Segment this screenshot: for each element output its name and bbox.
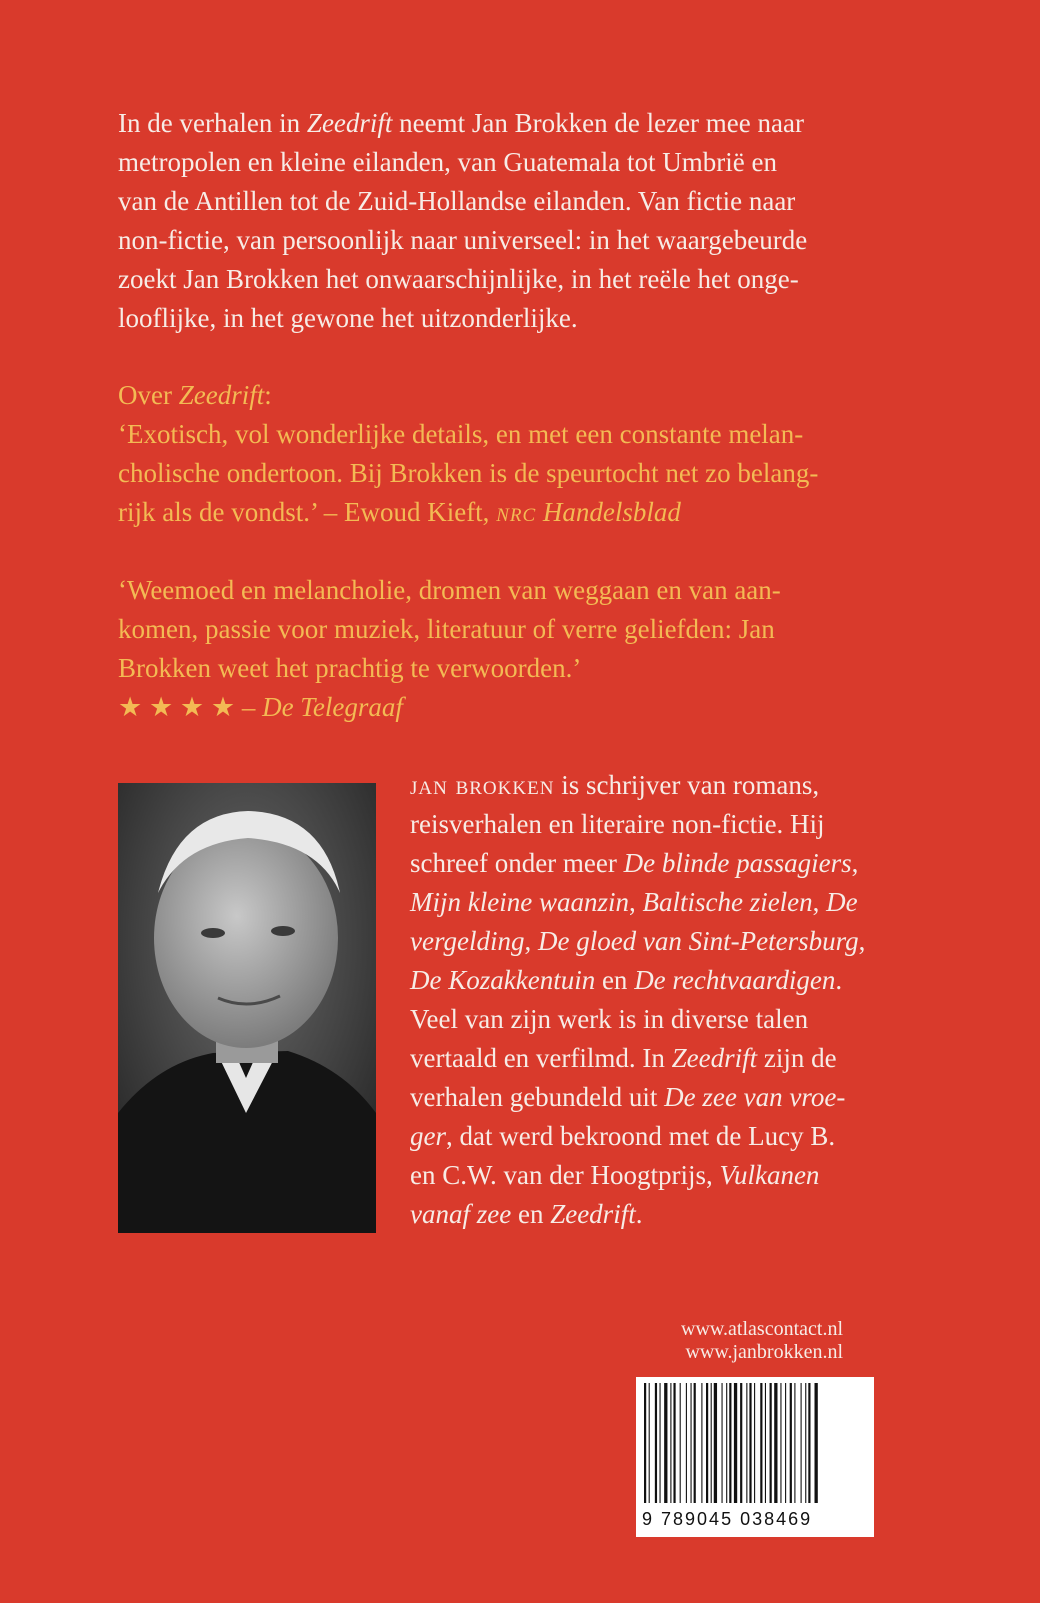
quote-line: komen, passie voor muziek, literatuur of verre geliefden: Jan (118, 614, 775, 644)
barcode-bar (660, 1383, 661, 1503)
bio-line: jan brokken is schrijver van romans, (410, 770, 820, 800)
bio-line: schreef onder meer De blinde passagiers, (410, 848, 859, 878)
source-newspaper: nrc (496, 497, 537, 527)
barcode-bar (749, 1383, 751, 1503)
blurb-line: van de Antillen tot de Zuid-Hollandse eilanden. Van fictie naar (118, 186, 796, 216)
barcode-bar (701, 1383, 702, 1503)
barcode-bar (726, 1383, 727, 1503)
star-rating: ★ ★ ★ ★ – (118, 692, 263, 722)
author-bio (410, 766, 865, 1234)
barcode-bar (680, 1383, 681, 1503)
publisher-url[interactable]: www.atlascontact.nl (681, 1318, 843, 1340)
isbn-number: 9 789045 038469 (642, 1509, 813, 1529)
barcode-bar (754, 1383, 755, 1503)
review-quote-telegraaf (118, 571, 781, 727)
bio-line: Mijn kleine waanzin, Baltische zielen, De (410, 887, 858, 917)
bio-line: vanaf zee en Zeedrift. (410, 1199, 643, 1229)
barcode-bar (808, 1383, 810, 1503)
quote-line: cholische ondertoon. Bij Brokken is de speurtocht net zo belang- (118, 458, 819, 488)
bio-line: verhalen gebundeld uit De zee van vroe- (410, 1082, 846, 1112)
quote-line: ‘Exotisch, vol wonderlijke details, en met een constante melan- (118, 419, 804, 449)
source-newspaper: De Telegraaf (262, 692, 403, 722)
barcode-bar (774, 1383, 777, 1503)
barcode-bar (815, 1383, 818, 1503)
quote-line: rijk als de vondst.’ – Ewoud Kieft, nrc Handelsblad (118, 497, 681, 527)
barcode-bar (740, 1383, 742, 1503)
bio-line: en C.W. van der Hoogtprijs, Vulkanen (410, 1160, 820, 1190)
website-urls (681, 1318, 843, 1364)
barcode-bar (794, 1383, 795, 1503)
blurb-line: In de verhalen in Zeedrift neemt Jan Brokken de lezer mee naar (118, 108, 804, 138)
review-quote-nrc (118, 376, 818, 532)
barcode-bar (706, 1383, 708, 1503)
quote-line: Over Zeedrift: (118, 380, 272, 410)
bio-line: ger, dat werd bekroond met de Lucy B. (410, 1121, 836, 1151)
barcode-bar (805, 1383, 806, 1503)
barcode-bars (644, 1383, 866, 1503)
barcode-bar (722, 1383, 723, 1503)
barcode-bar (785, 1383, 786, 1503)
barcode-bar (649, 1383, 650, 1503)
barcode-bar (765, 1383, 766, 1503)
author-name: jan brokken (410, 770, 555, 800)
bio-line: De Kozakkentuin en De rechtvaardigen. (410, 965, 843, 995)
barcode-bar (711, 1383, 712, 1503)
barcode-bar (780, 1383, 781, 1503)
barcode-bar (673, 1383, 675, 1503)
blurb-line: looflijke, in het gewone het uitzonderlijke. (118, 303, 578, 333)
barcode-bar (686, 1383, 687, 1503)
isbn-barcode (636, 1377, 874, 1537)
bio-line: reisverhalen en literaire non-fictie. Hij (410, 809, 825, 839)
book-title: Zeedrift (306, 108, 393, 138)
author-url[interactable]: www.janbrokken.nl (685, 1341, 843, 1363)
quote-line (118, 688, 781, 727)
cover-blurb (118, 104, 807, 338)
author-photo (118, 783, 376, 1233)
barcode-bar (770, 1383, 772, 1503)
barcode-bar (801, 1383, 802, 1503)
barcode-bar (760, 1383, 762, 1503)
barcode-bar (691, 1383, 692, 1503)
bio-line: Veel van zijn werk is in diverse talen (410, 1004, 809, 1034)
bio-line: vertaald en verfilmd. In Zeedrift zijn de (410, 1043, 837, 1073)
barcode-bar (694, 1383, 696, 1503)
barcode-bar (729, 1383, 731, 1503)
bio-line: vergelding, De gloed van Sint-Petersburg, (410, 926, 866, 956)
blurb-line: metropolen en kleine eilanden, van Guatemala tot Umbrië en (118, 147, 778, 177)
barcode-bar (655, 1383, 657, 1503)
barcode-bar (670, 1383, 671, 1503)
barcode-bar (664, 1383, 667, 1503)
quote-line: ‘Weemoed en melancholie, dromen van weggaan en van aan- (118, 575, 781, 605)
barcode-bar (734, 1383, 737, 1503)
barcode-bar (644, 1383, 646, 1503)
quote-line: Brokken weet het prachtig te verwoorden.’ (118, 653, 582, 683)
blurb-line: zoekt Jan Brokken het onwaarschijnlijke, in het reële het onge- (118, 264, 799, 294)
blurb-line: non-fictie, van persoonlijk naar universeel: in het waargebeurde (118, 225, 808, 255)
barcode-bar (714, 1383, 717, 1503)
barcode-bar (790, 1383, 792, 1503)
barcode-bar (746, 1383, 747, 1503)
